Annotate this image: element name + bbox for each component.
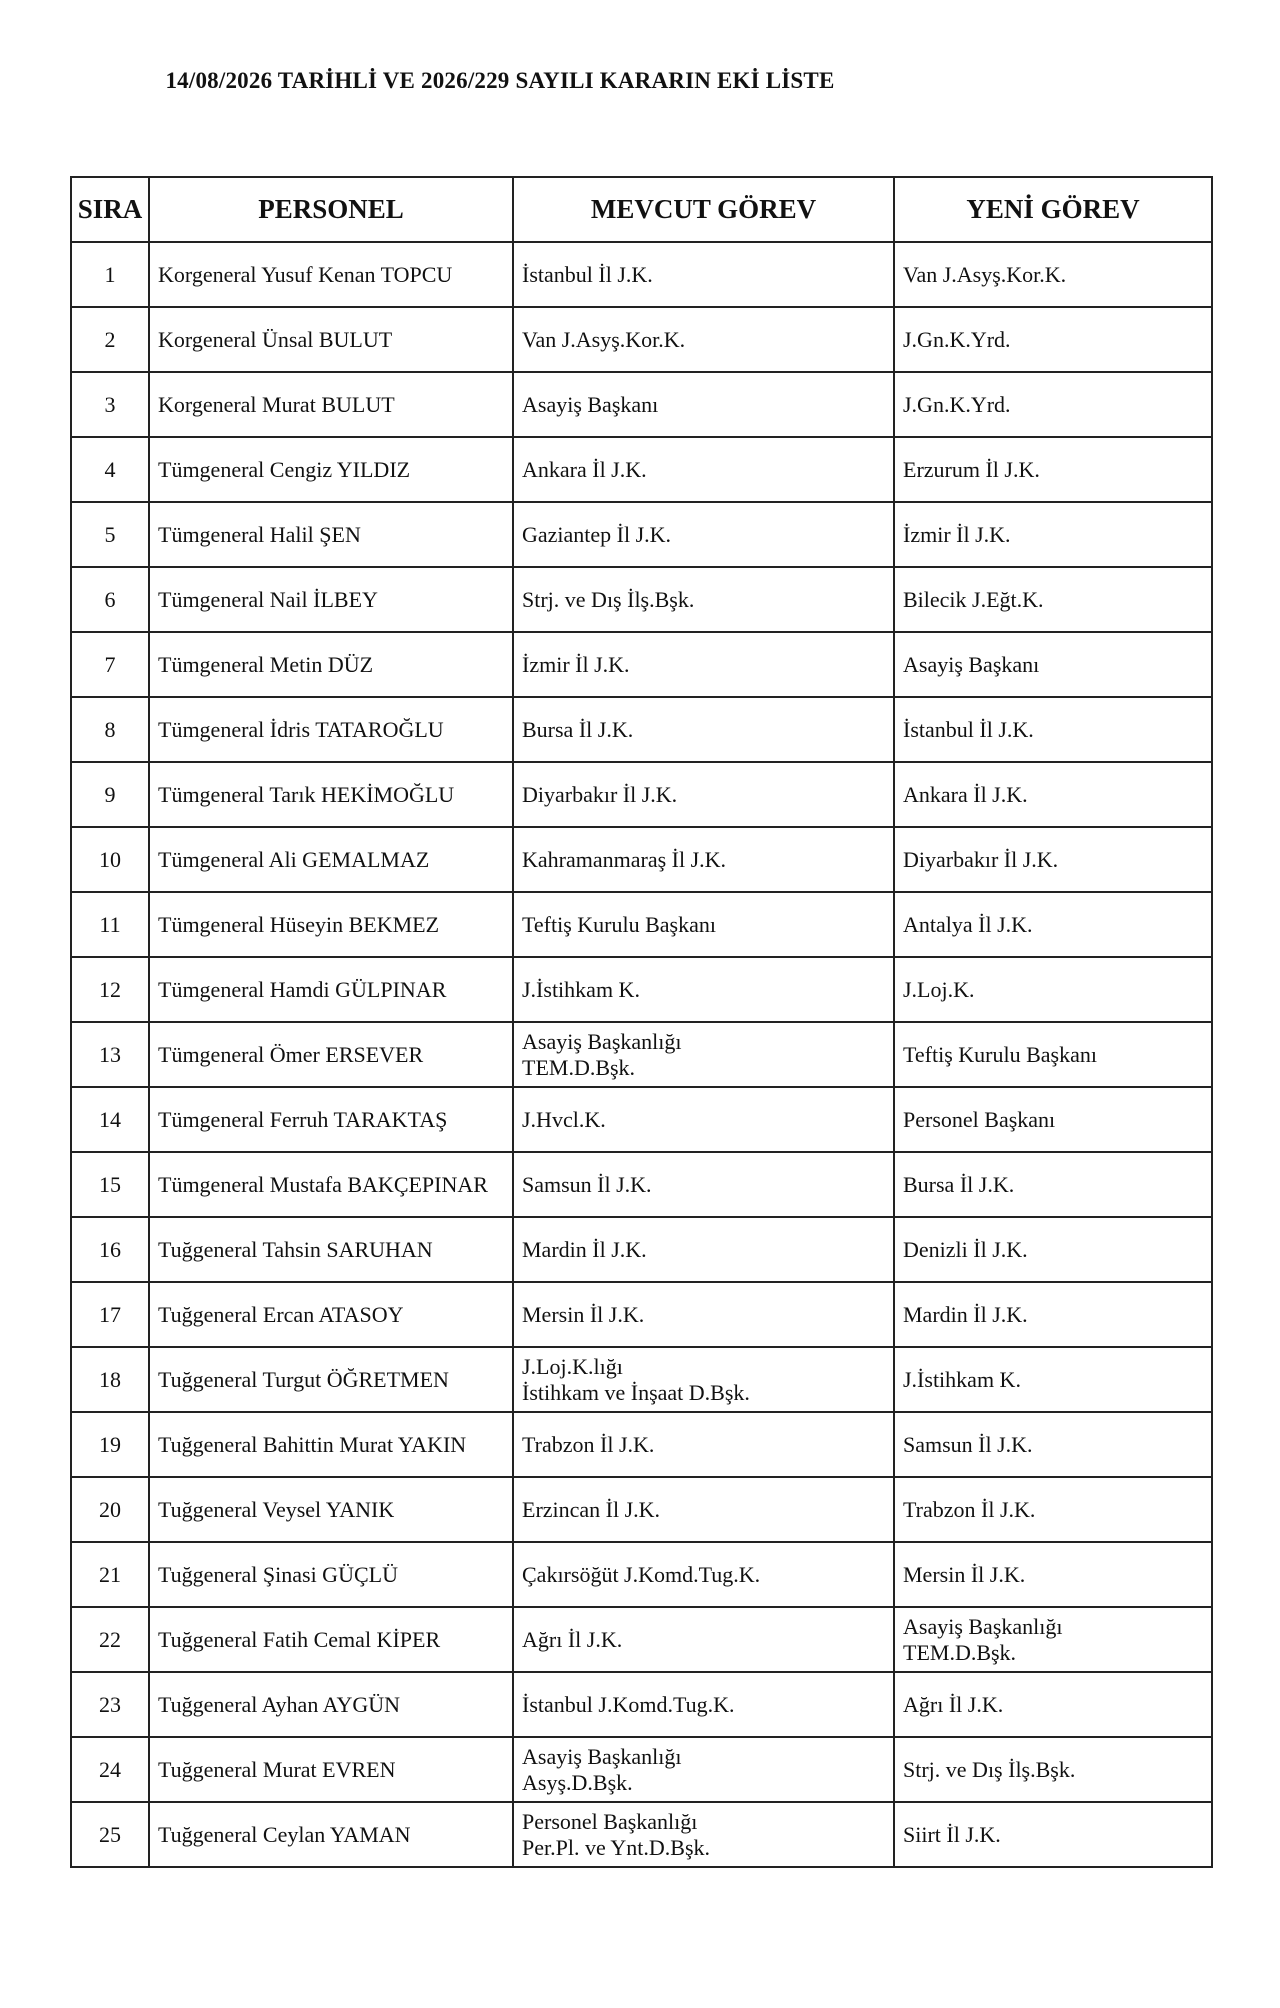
yeni-gorev-line: Siirt İl J.K.	[903, 1821, 1001, 1847]
cell-sira: 3	[71, 372, 149, 437]
table-row	[71, 697, 1212, 762]
cell-mevcut-gorev	[513, 697, 894, 762]
cell-sira: 13	[71, 1022, 149, 1087]
yeni-gorev-line: Ağrı İl J.K.	[903, 1691, 1004, 1717]
mevcut-gorev-line: Teftiş Kurulu Başkanı	[522, 911, 716, 937]
header-yeni-gorev: YENİ GÖREV	[894, 177, 1212, 242]
yeni-gorev-line: TEM.D.Bşk.	[903, 1639, 1017, 1665]
mevcut-gorev-line: Asyş.D.Bşk.	[522, 1769, 633, 1795]
table-row	[71, 1477, 1212, 1542]
table-row	[71, 1737, 1212, 1802]
mevcut-gorev-line: J.İstihkam K.	[522, 976, 640, 1002]
table-row	[71, 1087, 1212, 1152]
mevcut-gorev-line: Personel Başkanlığı	[522, 1809, 698, 1835]
yeni-gorev-line: J.İstihkam K.	[903, 1366, 1021, 1392]
cell-personel: Tuğgeneral Turgut ÖĞRETMEN	[149, 1347, 513, 1412]
cell-personel: Korgeneral Ünsal BULUT	[149, 307, 513, 372]
table-header-row	[71, 177, 1212, 242]
cell-sira: 4	[71, 437, 149, 502]
cell-yeni-gorev	[894, 1022, 1212, 1087]
yeni-gorev-line: Trabzon İl J.K.	[903, 1496, 1036, 1522]
cell-mevcut-gorev	[513, 1282, 894, 1347]
cell-mevcut-gorev	[513, 372, 894, 437]
yeni-gorev-line: Mersin İl J.K.	[903, 1561, 1026, 1587]
mevcut-gorev-line: Erzincan İl J.K.	[522, 1496, 661, 1522]
table-row	[71, 372, 1212, 437]
table-row	[71, 1152, 1212, 1217]
cell-sira: 16	[71, 1217, 149, 1282]
mevcut-gorev-line: İstihkam ve İnşaat D.Bşk.	[522, 1379, 750, 1405]
cell-sira: 15	[71, 1152, 149, 1217]
cell-personel: Tümgeneral Mustafa BAKÇEPINAR	[149, 1152, 513, 1217]
cell-yeni-gorev	[894, 1282, 1212, 1347]
cell-personel: Tümgeneral Halil ŞEN	[149, 502, 513, 567]
cell-personel: Tümgeneral Ömer ERSEVER	[149, 1022, 513, 1087]
cell-yeni-gorev	[894, 242, 1212, 307]
table-row	[71, 502, 1212, 567]
yeni-gorev-line: J.Gn.K.Yrd.	[903, 391, 1011, 417]
cell-sira: 10	[71, 827, 149, 892]
yeni-gorev-line: Asayiş Başkanı	[903, 651, 1040, 677]
cell-sira: 22	[71, 1607, 149, 1672]
yeni-gorev-line: Erzurum İl J.K.	[903, 456, 1040, 482]
mevcut-gorev-line: Van J.Asyş.Kor.K.	[522, 326, 686, 352]
cell-yeni-gorev	[894, 1542, 1212, 1607]
cell-yeni-gorev	[894, 1087, 1212, 1152]
yeni-gorev-line: J.Loj.K.	[903, 976, 975, 1002]
cell-yeni-gorev	[894, 632, 1212, 697]
yeni-gorev-line: Bilecik J.Eğt.K.	[903, 586, 1044, 612]
cell-sira: 12	[71, 957, 149, 1022]
cell-mevcut-gorev	[513, 1022, 894, 1087]
mevcut-gorev-line: Per.Pl. ve Ynt.D.Bşk.	[522, 1834, 711, 1860]
table-row	[71, 1412, 1212, 1477]
cell-yeni-gorev	[894, 827, 1212, 892]
cell-sira: 14	[71, 1087, 149, 1152]
cell-yeni-gorev	[894, 307, 1212, 372]
cell-yeni-gorev	[894, 1217, 1212, 1282]
cell-sira: 21	[71, 1542, 149, 1607]
cell-sira: 25	[71, 1802, 149, 1867]
mevcut-gorev-line: Trabzon İl J.K.	[522, 1431, 655, 1457]
mevcut-gorev-line: Mardin İl J.K.	[522, 1236, 647, 1262]
mevcut-gorev-line: Bursa İl J.K.	[522, 716, 634, 742]
cell-yeni-gorev	[894, 892, 1212, 957]
yeni-gorev-line: Samsun İl J.K.	[903, 1431, 1033, 1457]
cell-mevcut-gorev	[513, 502, 894, 567]
cell-yeni-gorev	[894, 1152, 1212, 1217]
table-row	[71, 1607, 1212, 1672]
cell-personel: Tuğgeneral Veysel YANIK	[149, 1477, 513, 1542]
yeni-gorev-line: Van J.Asyş.Kor.K.	[903, 261, 1067, 287]
cell-yeni-gorev	[894, 1737, 1212, 1802]
cell-yeni-gorev	[894, 1607, 1212, 1672]
yeni-gorev-line: Personel Başkanı	[903, 1106, 1056, 1132]
cell-mevcut-gorev	[513, 567, 894, 632]
table-row	[71, 1802, 1212, 1867]
cell-sira: 23	[71, 1672, 149, 1737]
yeni-gorev-line: Mardin İl J.K.	[903, 1301, 1028, 1327]
cell-mevcut-gorev	[513, 1542, 894, 1607]
cell-yeni-gorev	[894, 1802, 1212, 1867]
cell-personel: Tümgeneral Ali GEMALMAZ	[149, 827, 513, 892]
cell-personel: Tuğgeneral Fatih Cemal KİPER	[149, 1607, 513, 1672]
cell-personel: Tümgeneral Hüseyin BEKMEZ	[149, 892, 513, 957]
yeni-gorev-line: Asayiş Başkanlığı	[903, 1614, 1063, 1640]
yeni-gorev-line: J.Gn.K.Yrd.	[903, 326, 1011, 352]
mevcut-gorev-line: Diyarbakır İl J.K.	[522, 781, 678, 807]
cell-mevcut-gorev	[513, 1087, 894, 1152]
cell-mevcut-gorev	[513, 242, 894, 307]
yeni-gorev-line: Diyarbakır İl J.K.	[903, 846, 1059, 872]
mevcut-gorev-line: Çakırsöğüt J.Komd.Tug.K.	[522, 1561, 761, 1587]
table-row	[71, 762, 1212, 827]
cell-sira: 7	[71, 632, 149, 697]
cell-personel: Korgeneral Murat BULUT	[149, 372, 513, 437]
cell-personel: Tümgeneral Tarık HEKİMOĞLU	[149, 762, 513, 827]
cell-sira: 19	[71, 1412, 149, 1477]
cell-yeni-gorev	[894, 1347, 1212, 1412]
cell-personel: Tuğgeneral Ayhan AYGÜN	[149, 1672, 513, 1737]
cell-personel: Tuğgeneral Tahsin SARUHAN	[149, 1217, 513, 1282]
cell-personel: Tuğgeneral Murat EVREN	[149, 1737, 513, 1802]
mevcut-gorev-line: Ankara İl J.K.	[522, 456, 647, 482]
table-row	[71, 242, 1212, 307]
cell-personel: Tümgeneral Nail İLBEY	[149, 567, 513, 632]
yeni-gorev-line: İzmir İl J.K.	[903, 521, 1011, 547]
table-row	[71, 1672, 1212, 1737]
mevcut-gorev-line: İzmir İl J.K.	[522, 651, 630, 677]
cell-yeni-gorev	[894, 697, 1212, 762]
cell-personel: Tümgeneral Metin DÜZ	[149, 632, 513, 697]
cell-sira: 5	[71, 502, 149, 567]
table-row	[71, 1282, 1212, 1347]
yeni-gorev-line: Ankara İl J.K.	[903, 781, 1028, 807]
cell-mevcut-gorev	[513, 437, 894, 502]
cell-mevcut-gorev	[513, 892, 894, 957]
cell-mevcut-gorev	[513, 762, 894, 827]
cell-mevcut-gorev	[513, 1672, 894, 1737]
document-title: 14/08/2026 TARİHLİ VE 2026/229 SAYILI KARARIN EKİ LİSTE	[165, 68, 835, 93]
cell-sira: 17	[71, 1282, 149, 1347]
cell-mevcut-gorev	[513, 307, 894, 372]
cell-yeni-gorev	[894, 762, 1212, 827]
header-personel: PERSONEL	[149, 177, 513, 242]
cell-personel: Tuğgeneral Bahittin Murat YAKIN	[149, 1412, 513, 1477]
cell-yeni-gorev	[894, 437, 1212, 502]
table-row	[71, 1022, 1212, 1087]
table-row	[71, 567, 1212, 632]
yeni-gorev-line: Strj. ve Dış İlş.Bşk.	[903, 1756, 1076, 1782]
mevcut-gorev-line: J.Loj.K.lığı	[522, 1354, 623, 1380]
cell-personel: Tümgeneral Cengiz YILDIZ	[149, 437, 513, 502]
yeni-gorev-line: İstanbul İl J.K.	[903, 716, 1034, 742]
cell-personel: Tümgeneral Ferruh TARAKTAŞ	[149, 1087, 513, 1152]
mevcut-gorev-line: Ağrı İl J.K.	[522, 1626, 623, 1652]
cell-sira: 24	[71, 1737, 149, 1802]
header-sira: SIRA	[71, 177, 149, 242]
mevcut-gorev-line: Gaziantep İl J.K.	[522, 521, 672, 547]
cell-mevcut-gorev	[513, 1802, 894, 1867]
cell-sira: 6	[71, 567, 149, 632]
cell-yeni-gorev	[894, 567, 1212, 632]
table-row	[71, 632, 1212, 697]
cell-mevcut-gorev	[513, 1217, 894, 1282]
table-row	[71, 1542, 1212, 1607]
cell-sira: 18	[71, 1347, 149, 1412]
mevcut-gorev-line: J.Hvcl.K.	[522, 1106, 606, 1132]
cell-yeni-gorev	[894, 1672, 1212, 1737]
cell-sira: 8	[71, 697, 149, 762]
cell-yeni-gorev	[894, 1477, 1212, 1542]
cell-yeni-gorev	[894, 372, 1212, 437]
cell-personel: Tuğgeneral Şinasi GÜÇLÜ	[149, 1542, 513, 1607]
cell-yeni-gorev	[894, 957, 1212, 1022]
cell-mevcut-gorev	[513, 1412, 894, 1477]
cell-mevcut-gorev	[513, 1607, 894, 1672]
cell-mevcut-gorev	[513, 827, 894, 892]
table-body	[71, 242, 1212, 1867]
table-row	[71, 827, 1212, 892]
mevcut-gorev-line: İstanbul İl J.K.	[522, 261, 653, 287]
mevcut-gorev-line: Samsun İl J.K.	[522, 1171, 652, 1197]
yeni-gorev-line: Bursa İl J.K.	[903, 1171, 1015, 1197]
table-row	[71, 957, 1212, 1022]
cell-sira: 1	[71, 242, 149, 307]
cell-sira: 20	[71, 1477, 149, 1542]
cell-mevcut-gorev	[513, 632, 894, 697]
table-row	[71, 307, 1212, 372]
cell-sira: 11	[71, 892, 149, 957]
mevcut-gorev-line: Asayiş Başkanlığı	[522, 1029, 682, 1055]
mevcut-gorev-line: Kahramanmaraş İl J.K.	[522, 846, 727, 872]
cell-mevcut-gorev	[513, 1477, 894, 1542]
appointment-table	[70, 176, 1213, 1868]
cell-personel: Tuğgeneral Ceylan YAMAN	[149, 1802, 513, 1867]
table-row	[71, 1217, 1212, 1282]
mevcut-gorev-line: Mersin İl J.K.	[522, 1301, 645, 1327]
mevcut-gorev-line: Asayiş Başkanı	[522, 391, 659, 417]
cell-sira: 2	[71, 307, 149, 372]
mevcut-gorev-line: Strj. ve Dış İlş.Bşk.	[522, 586, 695, 612]
table-row	[71, 1347, 1212, 1412]
cell-yeni-gorev	[894, 1412, 1212, 1477]
mevcut-gorev-line: TEM.D.Bşk.	[522, 1054, 636, 1080]
cell-mevcut-gorev	[513, 1347, 894, 1412]
cell-mevcut-gorev	[513, 957, 894, 1022]
cell-personel: Tümgeneral Hamdi GÜLPINAR	[149, 957, 513, 1022]
table-row	[71, 437, 1212, 502]
cell-personel: Tümgeneral İdris TATAROĞLU	[149, 697, 513, 762]
cell-sira: 9	[71, 762, 149, 827]
cell-mevcut-gorev	[513, 1152, 894, 1217]
yeni-gorev-line: Denizli İl J.K.	[903, 1236, 1028, 1262]
yeni-gorev-line: Antalya İl J.K.	[903, 911, 1033, 937]
yeni-gorev-line: Teftiş Kurulu Başkanı	[903, 1041, 1097, 1067]
cell-mevcut-gorev	[513, 1737, 894, 1802]
cell-personel: Korgeneral Yusuf Kenan TOPCU	[149, 242, 513, 307]
header-mevcut-gorev: MEVCUT GÖREV	[513, 177, 894, 242]
cell-personel: Tuğgeneral Ercan ATASOY	[149, 1282, 513, 1347]
mevcut-gorev-line: İstanbul J.Komd.Tug.K.	[522, 1691, 735, 1717]
mevcut-gorev-line: Asayiş Başkanlığı	[522, 1744, 682, 1770]
table-row	[71, 892, 1212, 957]
cell-yeni-gorev	[894, 502, 1212, 567]
